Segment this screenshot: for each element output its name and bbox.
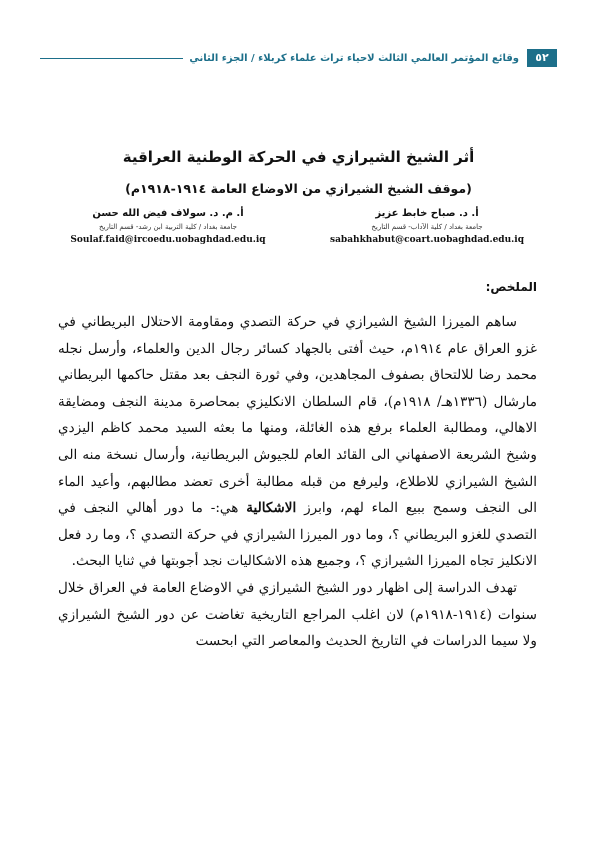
author-affiliation: جامعة بغداد / كلية الآداب- قسم التاريخ xyxy=(371,223,483,231)
author-name: أ. م. د. سولاف فيض الله حسن xyxy=(92,208,244,219)
author-email: sabahkhabut@coart.uobaghdad.edu.iq xyxy=(330,235,524,245)
author-email: Soulaf.faid@ircoedu.uobaghdad.edu.iq xyxy=(70,235,266,245)
paper-title: أثر الشيخ الشيرازي في الحركة الوطنية العراقية xyxy=(122,148,475,166)
page-number: ٥٢ xyxy=(527,49,557,67)
paper-subtitle: (موقف الشيخ الشيرازي من الاوضاع العامة ١٩١٤-١٩١٨م) xyxy=(125,181,472,196)
author-block-1 xyxy=(317,206,537,248)
abstract-body xyxy=(58,309,537,655)
header-rule xyxy=(40,58,183,59)
paragraph-text: ساهم الميرزا الشيخ الشيرازي في حركة التصدي ومقاومة الاحتلال البريطاني في غزو العراق عام ١٩١٤م، حيث أفتى بالجهاد كسائر رجال الدين والعلماء، وأرسل نجله محمد رضا للالتحاق بصفوف المجاهدين، وفي ثورة النجف بعد مقتل حاكمها البريطاني مارشال (١٣٣٦هـ/ ١٩١٨م)، قام السلطان الانكليزي بمحاصرة مدينة النجف ومضايقة الاهالي، ومطالبة العلماء برفع هذه الغائلة، ومنها ما بعثه السيد محمد كاظم اليزدي وشيخ الشريعة الاصفهاني الى القائد العام للجيوش البريطانية، وأرسال نسخة منه الى الشيخ الشيرازي للاطلاع، وليرفع من قبله مطالبة أخرى تعضد مطالبهم، وأعيد الماء الى النجف وسمح ببيع الماء لهم، وابرز xyxy=(58,314,538,517)
page-header xyxy=(40,48,557,68)
author-block-2 xyxy=(58,206,278,248)
author-affiliation: جامعة بغداد / كلية التربية ابن رشد- قسم التاريخ xyxy=(98,223,238,231)
abstract-heading: الملخص: xyxy=(485,280,537,294)
author-name: أ. د. صباح خابط عزيز xyxy=(375,208,479,219)
paragraph xyxy=(58,309,537,575)
bold-term: الاشكالية xyxy=(246,500,297,517)
paragraph-text: هي:- ما دور أهالي النجف في التصدي للغزو البريطاني ؟، وما دور الميرزا الشيرازي في حركة التصدي ؟، وما رد فعل الانكليز تجاه الميرزا الشيرازي ؟، وجميع هذه الاشكاليات نجد أجوبتها في ثنايا البحث. xyxy=(58,500,537,570)
running-head: وقائع المؤتمر العالمي الثالث لاحياء تراث علماء كربلاء / الجزء الثاني xyxy=(189,52,519,64)
paragraph: تهدف الدراسة إلى اظهار دور الشيخ الشيرازي في الاوضاع العامة في العراق خلال سنوات (١٩١٤-١٩١٨م) لان اغلب المراجع التاريخية تغاضت عن دور الشيخ الشيرازي ولا سيما الدراسات في التاريخ الحديث والمعاصر التي ابحست xyxy=(58,579,538,650)
